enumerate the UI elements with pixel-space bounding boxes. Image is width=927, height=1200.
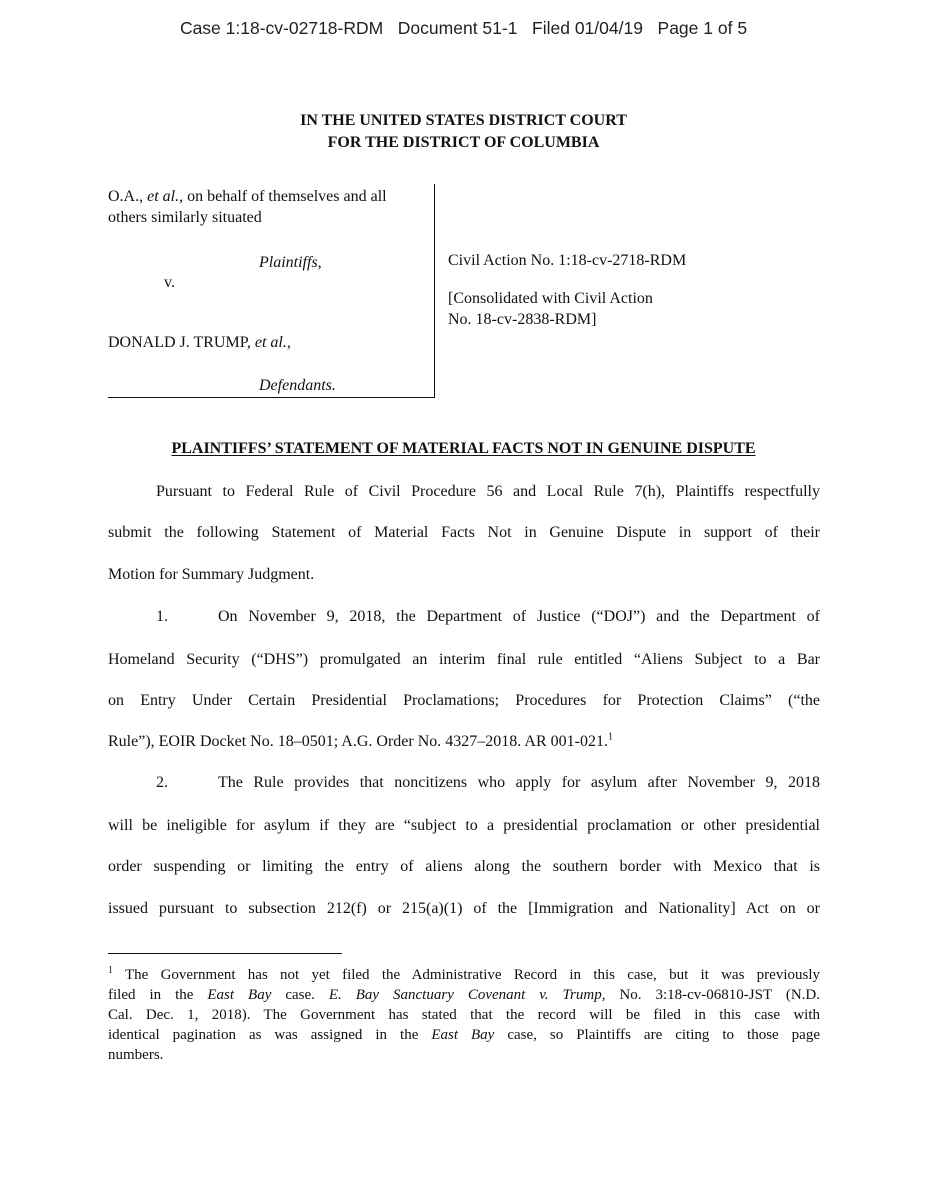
plaintiffs-label-text: Plaintiffs,	[259, 254, 322, 271]
plaintiff-line-1	[108, 188, 387, 206]
footnote-line-4	[108, 1025, 820, 1045]
footnote-1	[108, 965, 820, 1065]
defendants-label-text: Defendants.	[259, 377, 336, 394]
plaintiff-name: O.A.,	[108, 188, 148, 205]
court-line-1: IN THE UNITED STATES DISTRICT COURT	[300, 112, 627, 129]
case-caption-number	[448, 250, 686, 330]
case-caption-parties	[108, 184, 435, 398]
intro-line-1: Pursuant to Federal Rule of Civil Procedure 56 and Local Rule 7(h), Plaintiffs respectfully	[156, 483, 820, 500]
document-title: PLAINTIFFS’ STATEMENT OF MATERIAL FACTS NOT IN GENUINE DISPUTE	[171, 440, 756, 457]
versus: v.	[164, 274, 175, 291]
footnote-text-4a: identical pagination as was assigned in the	[108, 1027, 432, 1043]
civil-action-number: Civil Action No. 1:18-cv-2718-RDM	[448, 252, 687, 269]
defendants-label	[259, 377, 336, 395]
court-line-2: FOR THE DISTRICT OF COLUMBIA	[327, 134, 600, 151]
para1-number: 1.	[156, 608, 168, 625]
docket-header: Case 1:18-cv-02718-RDM Document 51-1 Filed 01/04/19 Page 1 of 5	[179, 18, 748, 38]
intro-line-2: submit the following Statement of Material Facts Not in Genuine Dispute in support of their	[108, 524, 820, 541]
para1-line-4	[108, 733, 820, 751]
para1-text-4: Rule”), EOIR Docket No. 18–0501; A.G. Order No. 4327–2018. AR 001-021.	[108, 733, 608, 750]
plaintiffs-label	[259, 254, 322, 272]
plaintiff-line-2: others similarly situated	[108, 209, 262, 226]
para2-text-1: The Rule provides that noncitizens who apply for asylum after November 9, 2018	[218, 774, 820, 791]
para2-line-2: will be ineligible for asylum if they are “subject to a presidential proclamation or other presidential	[108, 817, 820, 834]
court-heading	[0, 110, 927, 154]
consolidated-line-1: [Consolidated with Civil Action	[448, 290, 653, 307]
footnote-text-4c: case, so Plaintiffs are citing to those page	[494, 1027, 820, 1043]
consolidated-line-2: No. 18-cv-2838-RDM]	[448, 311, 597, 328]
para2-line-3: order suspending or limiting the entry of aliens along the southern border with Mexico that is	[108, 858, 820, 875]
footnote-case-east-bay-2: East Bay	[431, 1027, 495, 1043]
footnote-text-2a: filed in the	[108, 987, 208, 1003]
para1-line-3: on Entry Under Certain Presidential Proclamations; Procedures for Protection Claims” (“the	[108, 692, 820, 709]
footnote-divider	[108, 953, 342, 954]
para2-line-1	[108, 774, 820, 792]
footnote-text-1: The Government has not yet filed the Administrative Record in this case, but it was previously	[113, 967, 820, 983]
defendant-line	[108, 334, 291, 352]
footnote-line-2	[108, 985, 820, 1005]
defendant-name: DONALD J. TRUMP,	[108, 334, 255, 351]
para1-line-1	[108, 608, 820, 626]
footnote-line-3: Cal. Dec. 1, 2018). The Government has stated that the record will be filed in this case with	[108, 1007, 820, 1023]
footnote-text-2e: , No. 3:18-cv-06810-JST (N.D.	[601, 987, 820, 1003]
footnote-case-east-bay: East Bay	[207, 987, 272, 1003]
footnote-case-citation: E. Bay Sanctuary Covenant v. Trump	[328, 987, 602, 1003]
intro-line-3: Motion for Summary Judgment.	[108, 566, 315, 583]
footnote-line-1	[108, 965, 820, 985]
defendant-et-al: et al.	[254, 334, 287, 351]
para2-line-4: issued pursuant to subsection 212(f) or 215(a)(1) of the [Immigration and Nationality] Act on or	[108, 900, 820, 917]
plaintiff-et-al: et al.	[147, 188, 180, 205]
footnote-text-2c: case.	[271, 987, 329, 1003]
plaintiff-rest: , on behalf of themselves and all	[179, 188, 387, 205]
footnote-line-5: numbers.	[108, 1047, 164, 1063]
para1-line-2: Homeland Security (“DHS”) promulgated an interim final rule entitled “Aliens Subject to a Bar	[108, 651, 820, 668]
para1-text-1: On November 9, 2018, the Department of Justice (“DOJ”) and the Department of	[218, 608, 820, 625]
footnote-reference[interactable]: 1	[607, 731, 613, 743]
footnote-marker: 1	[108, 965, 113, 976]
para2-number: 2.	[156, 774, 168, 791]
defendant-comma: ,	[286, 334, 291, 351]
